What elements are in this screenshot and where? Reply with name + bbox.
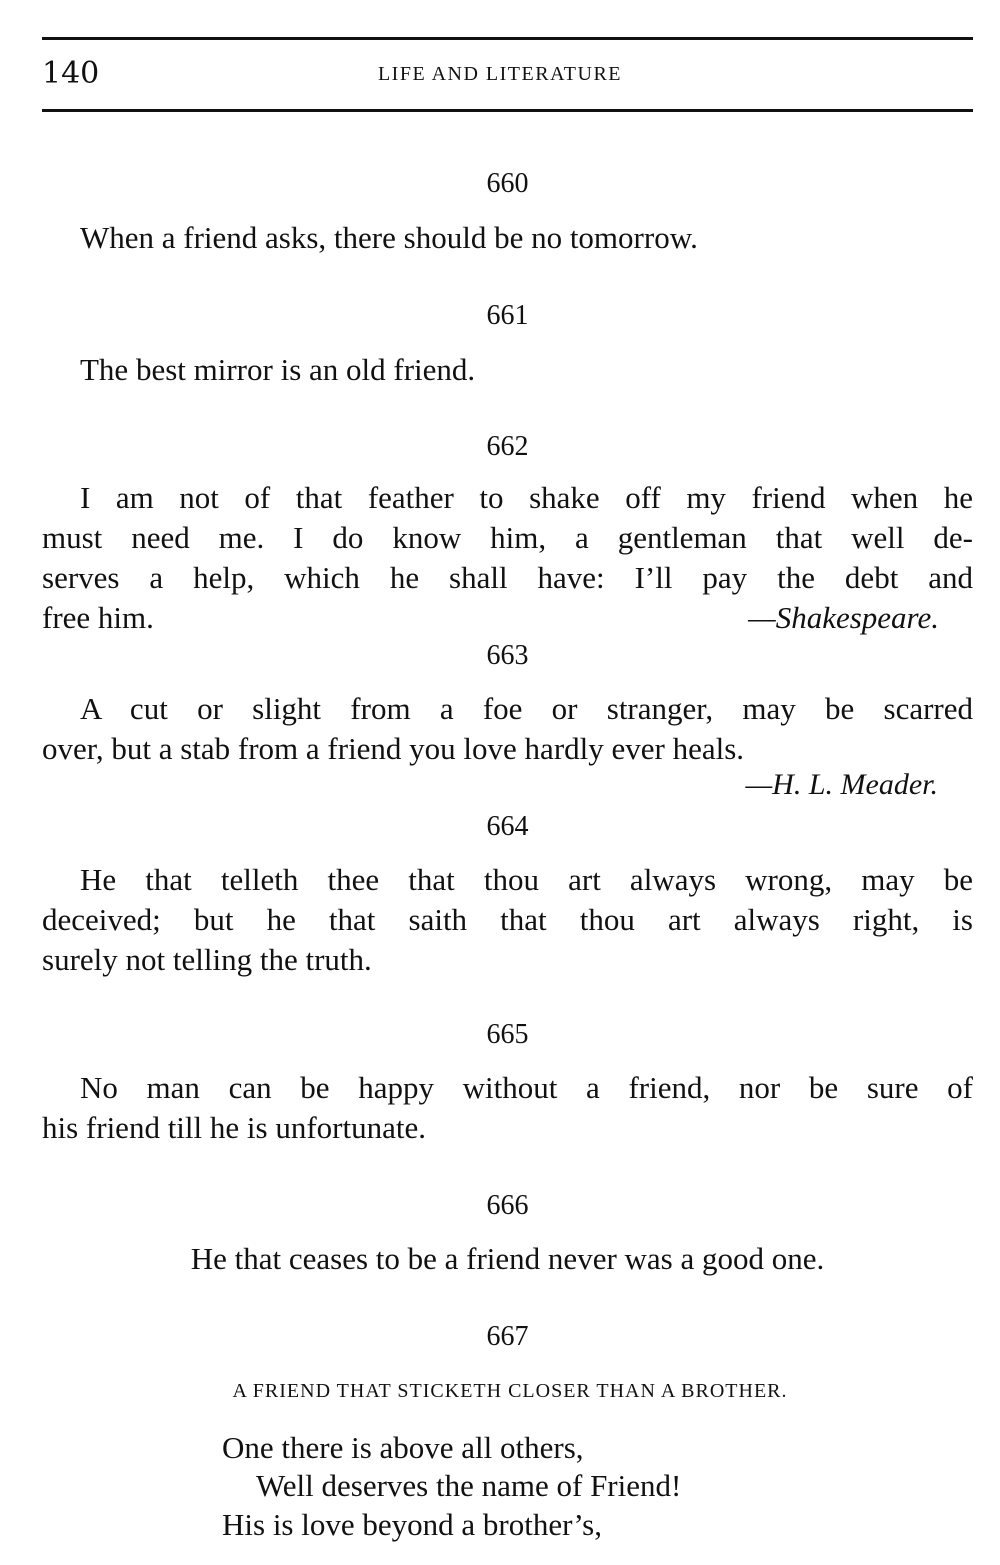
quote-last-line	[42, 598, 973, 638]
quote-line: serves a help, which he shall have: I’ll pay the debt and	[42, 560, 973, 595]
quote-text: He that ceases to be a friend never was a good one.	[190, 1241, 825, 1276]
quote-line: surely not telling the truth.	[42, 942, 372, 977]
entry-number: 664	[486, 811, 529, 842]
entry-number: 665	[486, 1019, 529, 1050]
header-bottom-rule	[42, 109, 973, 112]
quote-text: When a friend asks, there should be no tomorrow.	[80, 220, 698, 255]
quote-text: The best mirror is an old friend.	[80, 352, 476, 387]
poem-line: One there is above all others,	[222, 1430, 584, 1465]
poem-line: His is love beyond a brother’s,	[222, 1507, 602, 1542]
poem-title: A FRIEND THAT STICKETH CLOSER THAN A BROTHER.	[232, 1380, 788, 1402]
entry-number: 667	[486, 1321, 529, 1352]
attribution: —H. L. Meader.	[745, 768, 938, 801]
page-number: 140	[42, 56, 100, 91]
entry-number: 661	[486, 300, 529, 331]
entry-number: 666	[486, 1190, 529, 1221]
quote-line: I am not of that feather to shake off my friend when he	[80, 480, 973, 515]
entry-number: 663	[486, 640, 529, 671]
entry-number: 660	[486, 168, 529, 199]
quote-line: A cut or slight from a foe or stranger, may be scarred	[80, 691, 973, 726]
entry-number: 662	[486, 431, 529, 462]
quote-paragraph	[42, 689, 973, 769]
quote-line: No man can be happy without a friend, nor be sure of	[80, 1070, 973, 1105]
quote-line: must need me. I do know him, a gentleman that well de-	[42, 520, 973, 555]
quote-line: free him.	[42, 600, 154, 635]
quote-paragraph	[42, 1068, 973, 1148]
quote-line: over, but a stab from a friend you love hardly ever heals.	[42, 731, 745, 766]
attribution: —Shakespeare.	[748, 600, 939, 635]
poem-line: Well deserves the name of Friend!	[256, 1468, 682, 1503]
quote-paragraph	[42, 860, 973, 980]
quote-line: deceived; but he that saith that thou art always right, is	[42, 902, 973, 937]
quote-line: He that telleth thee that thou art always wrong, may be	[80, 862, 973, 897]
quote-line: his friend till he is unfortunate.	[42, 1110, 426, 1145]
top-rule	[42, 37, 973, 40]
quote-paragraph	[42, 478, 973, 638]
running-head: LIFE AND LITERATURE	[377, 63, 623, 85]
